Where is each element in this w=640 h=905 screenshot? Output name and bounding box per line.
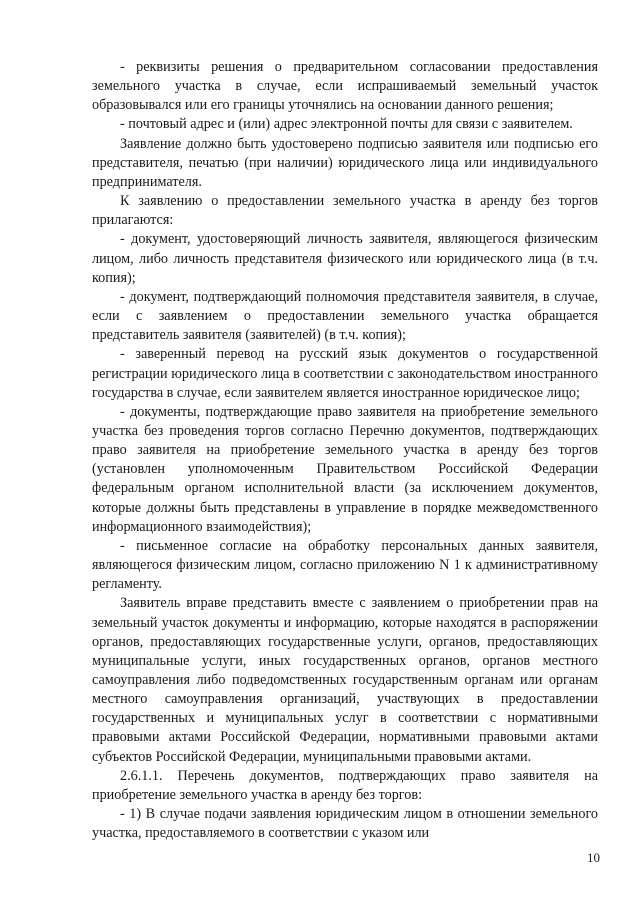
paragraph-optional-documents: Заявитель вправе представить вместе с заявлением о приобретении прав на земельный участок документы и информацию, которые находятся в распоряжении органов, предоставляющих государственные услуги, органов, предоставляющих муниципальные услуги, иных государственных органов, органов местного самоуправления либо подведомственных государственным органам или органам местного самоуправления организаций, участвующих в предоставлении государственных и муниципальных услуг в соответствии с нормативными правовыми актами Российской Федерации, нормативными правовыми актами субъектов Российской Федерации, муниципальными правовыми актами. [92, 595, 598, 765]
paragraph-section-2-6-1-1: 2.6.1.1. Перечень документов, подтверждающих право заявителя на приобретение земельного участка в аренду без торгов: [92, 767, 598, 803]
paragraph-signature: Заявление должно быть удостоверено подписью заявителя или подписью его представителя, печатью (при наличии) юридического лица или индивидуального предпринимателя. [92, 135, 598, 190]
paragraph-translation: - заверенный перевод на русский язык документов о государственной регистрации юридического лица в соответствии с законодательством иностранного государства в случае, если заявителем является иностранное юридическое лицо; [92, 346, 598, 401]
paragraph-decision-details: - реквизиты решения о предварительном согласовании предоставления земельного участка в случае, если испрашиваемый земельный участок образовывался или его границы уточнялись на основании данного решения; [92, 59, 598, 114]
body-text [92, 58, 598, 843]
paragraph-right-documents: - документы, подтверждающие право заявителя на приобретение земельного участка без проведения торгов согласно Перечню документов, подтверждающих право заявителя на приобретение земельного участка в аренду без торгов (установлен уполномоченным Правительством Российской Федерации федеральным органом исполнительной власти (за исключением документов, которые должны быть представлены в управление в порядке межведомственного информационного взаимодействия); [92, 403, 598, 535]
page-number: 10 [587, 850, 600, 865]
paragraph-authority-document: - документ, подтверждающий полномочия представителя заявителя, в случае, если с заявлением о предоставлении земельного участка обращается представитель заявителя (заявителей) (в т.ч. копия); [92, 288, 598, 344]
paragraph-attachments-intro: К заявлению о предоставлении земельного участка в аренду без торгов прилагаются: [92, 193, 598, 229]
paragraph-identity-document: - документ, удостоверяющий личность заявителя, являющегося физическим лицом, либо личность представителя физического или юридического лица (в т.ч. копия); [92, 231, 598, 286]
paragraph-item-1: - 1) В случае подачи заявления юридическим лицом в отношении земельного участка, предоставляемого в соответствии с указом или [92, 806, 598, 842]
paragraph-consent: - письменное согласие на обработку персональных данных заявителя, являющегося физическим лицом, согласно приложению N 1 к административному регламенту. [92, 537, 598, 593]
paragraph-postal-address: - почтовый адрес и (или) адрес электронной почты для связи с заявителем. [120, 116, 573, 133]
